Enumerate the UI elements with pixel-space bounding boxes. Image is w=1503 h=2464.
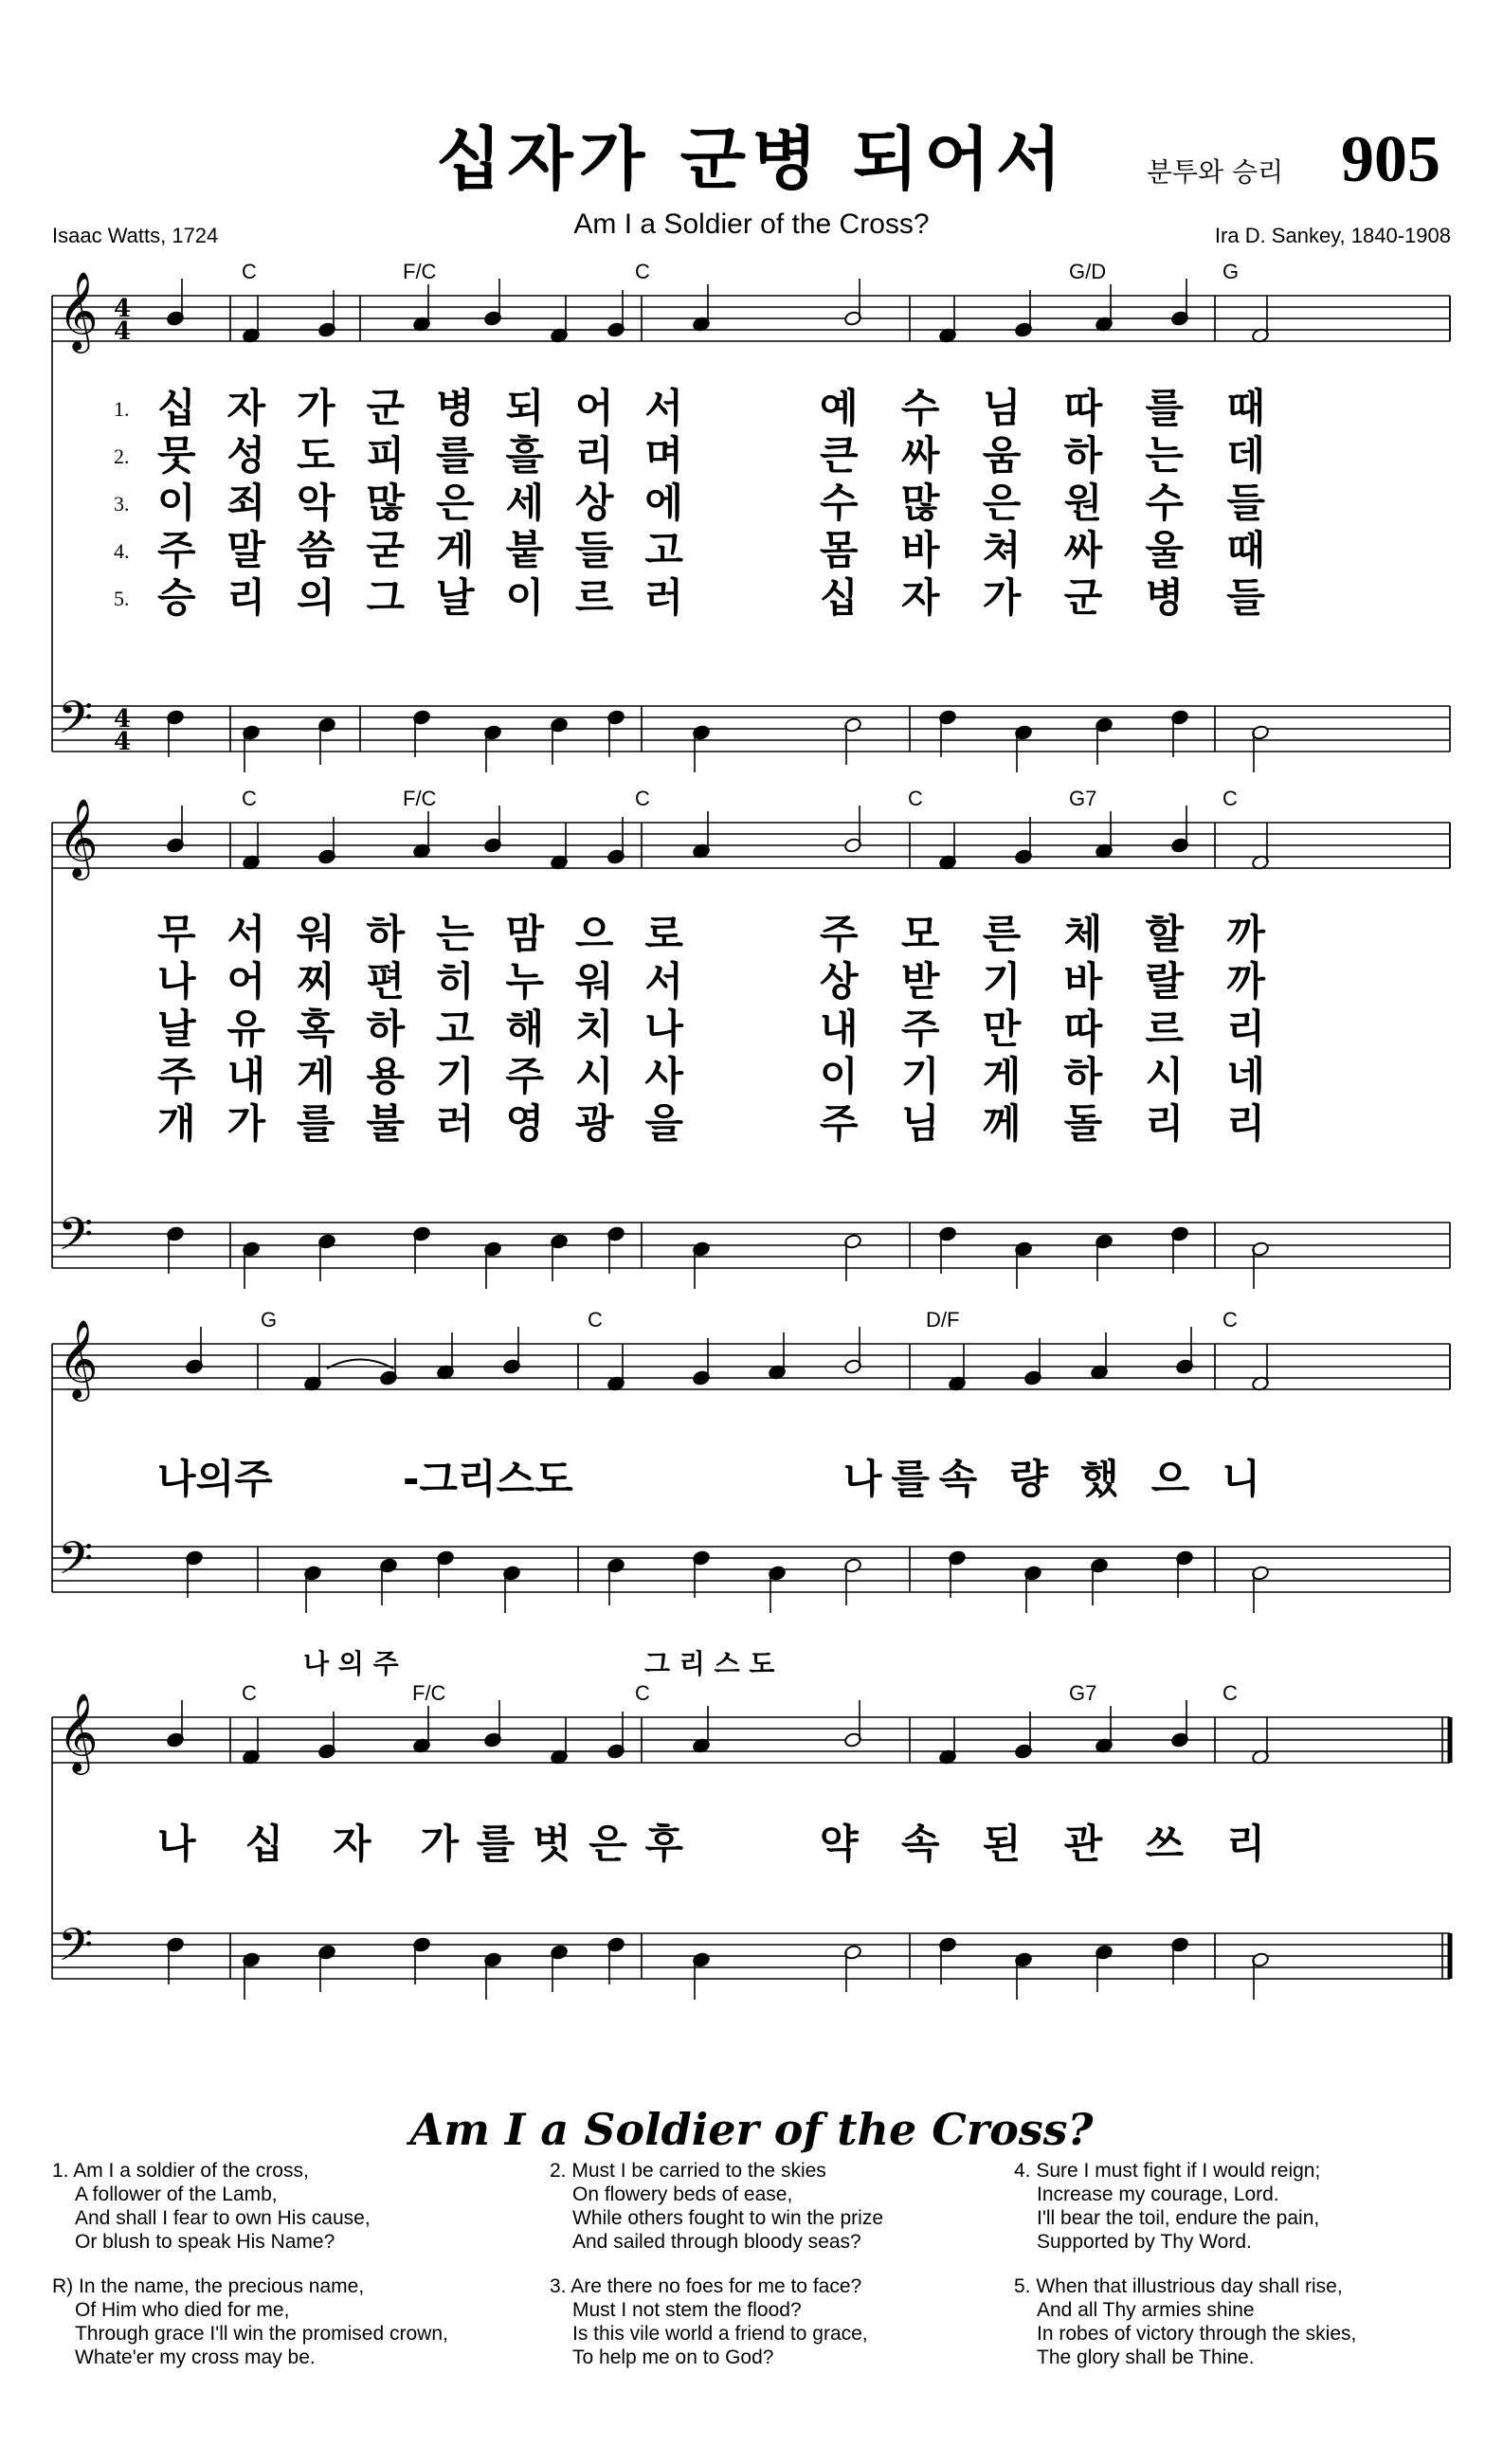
lyric-line-a: 주 말 씀 굳 게 붙 들 고 (157, 527, 683, 573)
chord-symbol: C (635, 787, 650, 810)
stanza-line: Increase my courage, Lord. (1037, 2183, 1279, 2205)
treble-clef-icon: 𝄞 (58, 1318, 99, 1398)
refrain-lyric-b: 약 속 된 관 쓰 리 (820, 1821, 1265, 1867)
english-stanza (52, 2159, 371, 2254)
stanza-line: Or blush to speak His Name? (75, 2231, 335, 2253)
chord-symbol: C (588, 1308, 603, 1332)
stanza-line: And shall I fear to own His cause, (75, 2207, 371, 2229)
lyric-line-b: 수 많 은 원 수 들 (820, 480, 1265, 526)
lyric-line-b: 큰 싸 움 하 는 데 (820, 432, 1265, 479)
stanza-line: And all Thy armies shine (1037, 2299, 1255, 2321)
chord-symbol: C (908, 787, 923, 810)
english-stanza (550, 2159, 883, 2254)
hymn-number: 905 (1341, 123, 1440, 196)
lyric-line-b: 몸 바 쳐 싸 울 때 (820, 527, 1265, 573)
chord-symbol: C (635, 1681, 650, 1705)
treble-clef-icon: 𝄞 (58, 1692, 99, 1771)
stanza-line: On flowery beds of ease, (572, 2183, 793, 2205)
chord-symbol: C (242, 1681, 257, 1705)
bass-clef-icon: 𝄢 (58, 1531, 94, 1596)
chord-symbol: F/C (412, 1681, 446, 1705)
time-signature-bottom: 4 (114, 317, 132, 346)
stanza-line: While others fought to win the prize (572, 2207, 884, 2229)
chord-symbol: G (1222, 260, 1240, 283)
lyric-line-b: 주 님 께 돌 리 리 (820, 1100, 1265, 1147)
chord-symbol: G/D (1069, 260, 1107, 283)
stanza-line: 3. Are there no foes for me to face? (550, 2275, 862, 2297)
chord-symbol: C (1222, 1308, 1238, 1332)
time-signature-top: 4 (114, 295, 132, 323)
refrain-lyric-a: 나 십 자 가를벗은후 (157, 1821, 683, 1867)
english-title: Am I a Soldier of the Cross? (409, 2104, 1094, 2155)
english-stanza (550, 2274, 868, 2369)
verse-number: 2. (114, 444, 130, 468)
verse-number: 1. (114, 397, 130, 421)
composer-credit: Ira D. Sankey, 1840-1908 (1214, 224, 1451, 247)
english-stanza (1014, 2159, 1320, 2254)
stanza-line: Supported by Thy Word. (1037, 2231, 1252, 2253)
verse-number: 4. (114, 539, 130, 563)
stanza-line: Through grace I'll win the promised crown, (75, 2323, 448, 2345)
bass-clef-icon: 𝄢 (58, 691, 94, 755)
lyric-line-a: 주 내 게 용 기 주 시 사 (157, 1053, 683, 1099)
chord-symbol: C (635, 260, 650, 283)
lyric-line-b: 십 자 가 군 병 들 (820, 574, 1265, 621)
lyric-line-b: 주 모 른 체 할 까 (820, 911, 1265, 957)
stanza-line: In robes of victory through the skies, (1037, 2323, 1357, 2345)
chord-symbol: C (242, 787, 257, 810)
lyric-line-a: 뭇 성 도 피 를 흘 리 며 (157, 432, 683, 479)
stanza-line: R) In the name, the precious name, (52, 2275, 365, 2297)
stanza-line: Whate'er my cross may be. (75, 2346, 316, 2368)
chord-symbol: C (1222, 1681, 1238, 1705)
chord-symbol: C (1222, 787, 1238, 810)
lyric-line-b: 내 주 만 따 르 리 (820, 1006, 1265, 1052)
verse-number: 3. (114, 492, 130, 516)
hymn-title: 십자가 군병 되어서 (435, 119, 1068, 199)
time-signature-top: 4 (114, 705, 132, 734)
english-stanza (52, 2274, 448, 2369)
verse-number: 5. (114, 587, 130, 610)
lyric-line-a: 나 어 찌 편 히 누 워 서 (157, 958, 683, 1005)
stanza-line: 1. Am I a soldier of the cross, (52, 2160, 309, 2182)
refrain-lyric-b: -그리스도 (403, 1456, 573, 1502)
bass-clef-icon: 𝄢 (58, 1207, 94, 1272)
stanza-line: Must I not stem the flood? (572, 2299, 802, 2321)
refrain-lyric-a: 나의주 (157, 1456, 273, 1502)
stanza-line: 5. When that illustrious day shall rise, (1014, 2275, 1343, 2297)
stanza-line: Of Him who died for me, (75, 2299, 290, 2321)
lyric-line-a: 무 서 워 하 는 맘 으 로 (157, 911, 683, 957)
lyric-line-a: 날 유 혹 하 고 해 치 나 (157, 1006, 683, 1052)
stanza-line: The glory shall be Thine. (1037, 2346, 1255, 2368)
hymn-category: 분투와 승리 (1147, 156, 1284, 188)
chord-symbol: G7 (1069, 1681, 1097, 1705)
chord-symbol: C (242, 260, 257, 283)
english-stanza (1014, 2274, 1356, 2369)
chord-symbol: G7 (1069, 787, 1097, 810)
treble-clef-icon: 𝄞 (58, 270, 99, 350)
lyricist-credit: Isaac Watts, 1724 (52, 224, 219, 247)
stanza-line: 4. Sure I must fight if I would reign; (1014, 2160, 1321, 2182)
stanza-line: To help me on to God? (572, 2346, 774, 2368)
chord-symbol: F/C (403, 260, 437, 283)
english-subtitle: Am I a Soldier of the Cross? (573, 208, 930, 240)
bass-clef-icon: 𝄢 (58, 1918, 94, 1983)
stanza-line: Is this vile world a friend to grace, (572, 2323, 868, 2345)
bass-lyric-a: 나 의 주 (303, 1648, 399, 1679)
chord-symbol: G (261, 1308, 278, 1332)
lyric-line-a: 승 리 의 그 날 이 르 러 (157, 574, 683, 621)
lyric-line-b: 상 받 기 바 랄 까 (820, 958, 1265, 1005)
chord-symbol: D/F (926, 1308, 960, 1332)
time-signature-bottom: 4 (114, 728, 132, 756)
lyric-line-b: 예 수 님 따 를 때 (820, 385, 1265, 431)
lyric-line-a: 십 자 가 군 병 되 어 서 (157, 385, 683, 431)
lyric-line-b: 이 기 게 하 시 네 (820, 1053, 1265, 1099)
stanza-line: A follower of the Lamb, (75, 2183, 278, 2205)
stanza-line: I'll bear the toil, endure the pain, (1037, 2207, 1320, 2229)
treble-clef-icon: 𝄞 (58, 797, 99, 877)
stanza-line: 2. Must I be carried to the skies (550, 2160, 826, 2182)
refrain-lyric-c: 나를속 량 했 으 니 (843, 1456, 1260, 1502)
bass-lyric-b: 그 리 스 도 (644, 1648, 775, 1679)
lyric-line-a: 이 죄 악 많 은 세 상 에 (157, 480, 683, 526)
lyric-line-a: 개 가 를 불 러 영 광 을 (157, 1100, 683, 1147)
chord-symbol: F/C (403, 787, 437, 810)
stanza-line: And sailed through bloody seas? (572, 2231, 861, 2253)
